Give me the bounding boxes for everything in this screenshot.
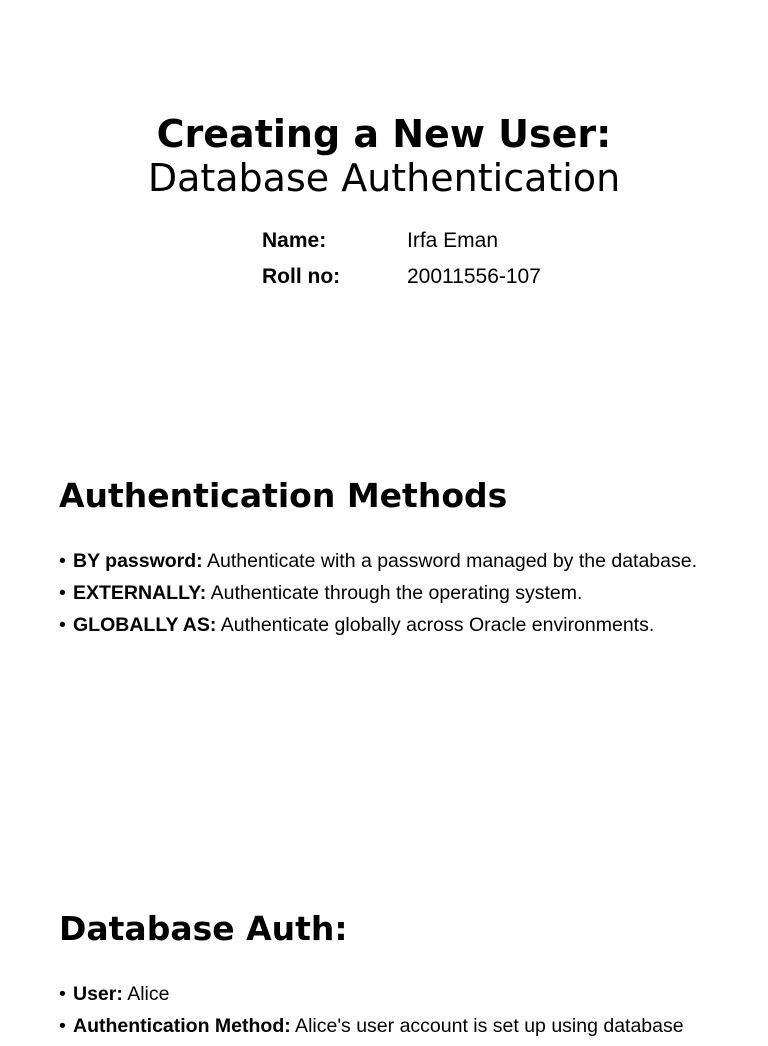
section-heading-dbauth: Database Auth: xyxy=(59,909,348,948)
list-item xyxy=(59,549,719,574)
item-term: User: xyxy=(73,983,123,1005)
roll-value: 20011556-107 xyxy=(407,265,541,288)
dbauth-list xyxy=(59,982,719,1046)
name-value: Irfa Eman xyxy=(407,229,499,252)
item-text: Authenticate through the operating system. xyxy=(206,582,583,604)
page-title: Creating a New User: xyxy=(156,112,612,156)
bullet-icon: • xyxy=(59,1015,66,1037)
list-item xyxy=(59,613,719,638)
item-term: Authentication Method: xyxy=(73,1015,291,1037)
bullet-icon: • xyxy=(59,614,66,636)
item-term: GLOBALLY AS: xyxy=(73,614,217,636)
item-term: BY password: xyxy=(73,550,203,572)
list-item xyxy=(59,982,719,1007)
item-text: Authenticate with a password managed by the database. xyxy=(202,550,698,572)
name-label: Name: xyxy=(262,229,327,252)
section-heading-methods: Authentication Methods xyxy=(59,476,508,515)
list-item xyxy=(59,581,719,606)
list-item xyxy=(59,1014,719,1039)
bullet-icon: • xyxy=(59,582,66,604)
item-term: EXTERNALLY: xyxy=(73,582,207,604)
item-text: Alice's user account is set up using database xyxy=(290,1015,684,1037)
title-block xyxy=(0,112,768,200)
item-text: Authenticate globally across Oracle environments. xyxy=(216,614,655,636)
bullet-icon: • xyxy=(59,983,66,1005)
item-text: Alice xyxy=(122,983,170,1005)
student-info xyxy=(0,229,768,301)
info-row-roll xyxy=(0,265,768,301)
bullet-icon: • xyxy=(59,550,66,572)
methods-list xyxy=(59,549,719,645)
info-row-name xyxy=(0,229,768,265)
page-subtitle: Database Authentication xyxy=(147,156,621,200)
roll-label: Roll no: xyxy=(262,265,341,288)
